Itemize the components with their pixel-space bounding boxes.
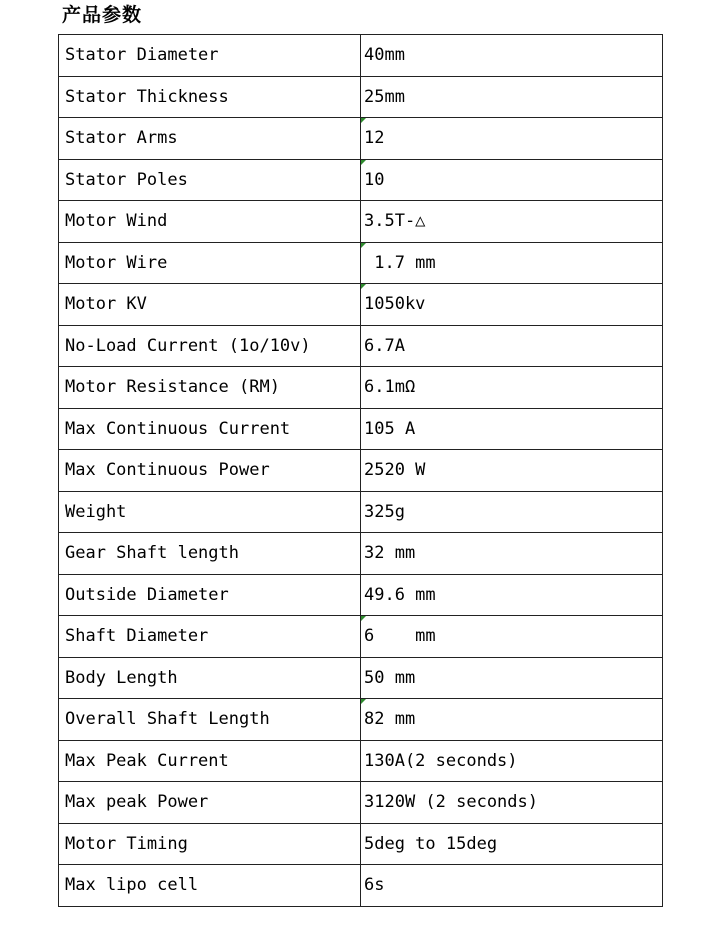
table-row	[59, 574, 663, 616]
spec-name-cell: Max Continuous Current	[59, 408, 361, 450]
spec-value-cell: 1050kv	[361, 284, 663, 326]
spec-value-cell: 2520 W	[361, 450, 663, 492]
spec-name-cell: Body Length	[59, 657, 361, 699]
spec-value-cell: 40mm	[361, 35, 663, 77]
table-row	[59, 76, 663, 118]
table-row	[59, 367, 663, 409]
spec-name-cell: Stator Arms	[59, 118, 361, 160]
table-row	[59, 325, 663, 367]
table-row	[59, 491, 663, 533]
page-title: 产品参数	[62, 4, 143, 26]
spec-name-cell: Motor Timing	[59, 823, 361, 865]
table-row	[59, 782, 663, 824]
spec-name-cell: Max peak Power	[59, 782, 361, 824]
spec-value-cell: 6s	[361, 865, 663, 907]
spec-value-cell: 25mm	[361, 76, 663, 118]
spec-name-cell: Motor KV	[59, 284, 361, 326]
spec-value-cell: 6.7A	[361, 325, 663, 367]
spec-value-cell: 50 mm	[361, 657, 663, 699]
spec-value-cell: 82 mm	[361, 699, 663, 741]
table-row	[59, 284, 663, 326]
table-row	[59, 657, 663, 699]
spec-name-cell: No-Load Current (1o/10v)	[59, 325, 361, 367]
spec-value-cell: 105 A	[361, 408, 663, 450]
table-row	[59, 823, 663, 865]
spec-name-cell: Gear Shaft length	[59, 533, 361, 575]
spec-value-cell: 1.7 mm	[361, 242, 663, 284]
spec-value-cell: 12	[361, 118, 663, 160]
table-row	[59, 35, 663, 77]
spec-name-cell: Overall Shaft Length	[59, 699, 361, 741]
spec-value-cell: 130A(2 seconds)	[361, 740, 663, 782]
table-row	[59, 159, 663, 201]
spec-name-cell: Max Continuous Power	[59, 450, 361, 492]
table-row	[59, 118, 663, 160]
table-row	[59, 699, 663, 741]
table-row	[59, 201, 663, 243]
spec-name-cell: Max lipo cell	[59, 865, 361, 907]
spec-name-cell: Max Peak Current	[59, 740, 361, 782]
table-row	[59, 740, 663, 782]
spec-name-cell: Shaft Diameter	[59, 616, 361, 658]
spec-value-cell: 5deg to 15deg	[361, 823, 663, 865]
spec-name-cell: Stator Poles	[59, 159, 361, 201]
spec-table-body	[59, 35, 663, 907]
spec-value-cell: 10	[361, 159, 663, 201]
spec-value-cell: 32 mm	[361, 533, 663, 575]
table-row	[59, 865, 663, 907]
spec-value-cell: 6.1mΩ	[361, 367, 663, 409]
spec-name-cell: Weight	[59, 491, 361, 533]
spec-name-cell: Motor Wire	[59, 242, 361, 284]
spec-value-cell: 6 mm	[361, 616, 663, 658]
spec-name-cell: Motor Wind	[59, 201, 361, 243]
table-row	[59, 408, 663, 450]
table-row	[59, 242, 663, 284]
spec-name-cell: Motor Resistance (RM)	[59, 367, 361, 409]
spec-name-cell: Outside Diameter	[59, 574, 361, 616]
table-row	[59, 450, 663, 492]
spec-table	[58, 34, 663, 907]
spec-value-cell: 49.6 mm	[361, 574, 663, 616]
table-row	[59, 616, 663, 658]
spec-value-cell: 3.5T-△	[361, 201, 663, 243]
spec-name-cell: Stator Thickness	[59, 76, 361, 118]
spec-name-cell: Stator Diameter	[59, 35, 361, 77]
spec-value-cell: 325g	[361, 491, 663, 533]
spec-value-cell: 3120W (2 seconds)	[361, 782, 663, 824]
table-row	[59, 533, 663, 575]
